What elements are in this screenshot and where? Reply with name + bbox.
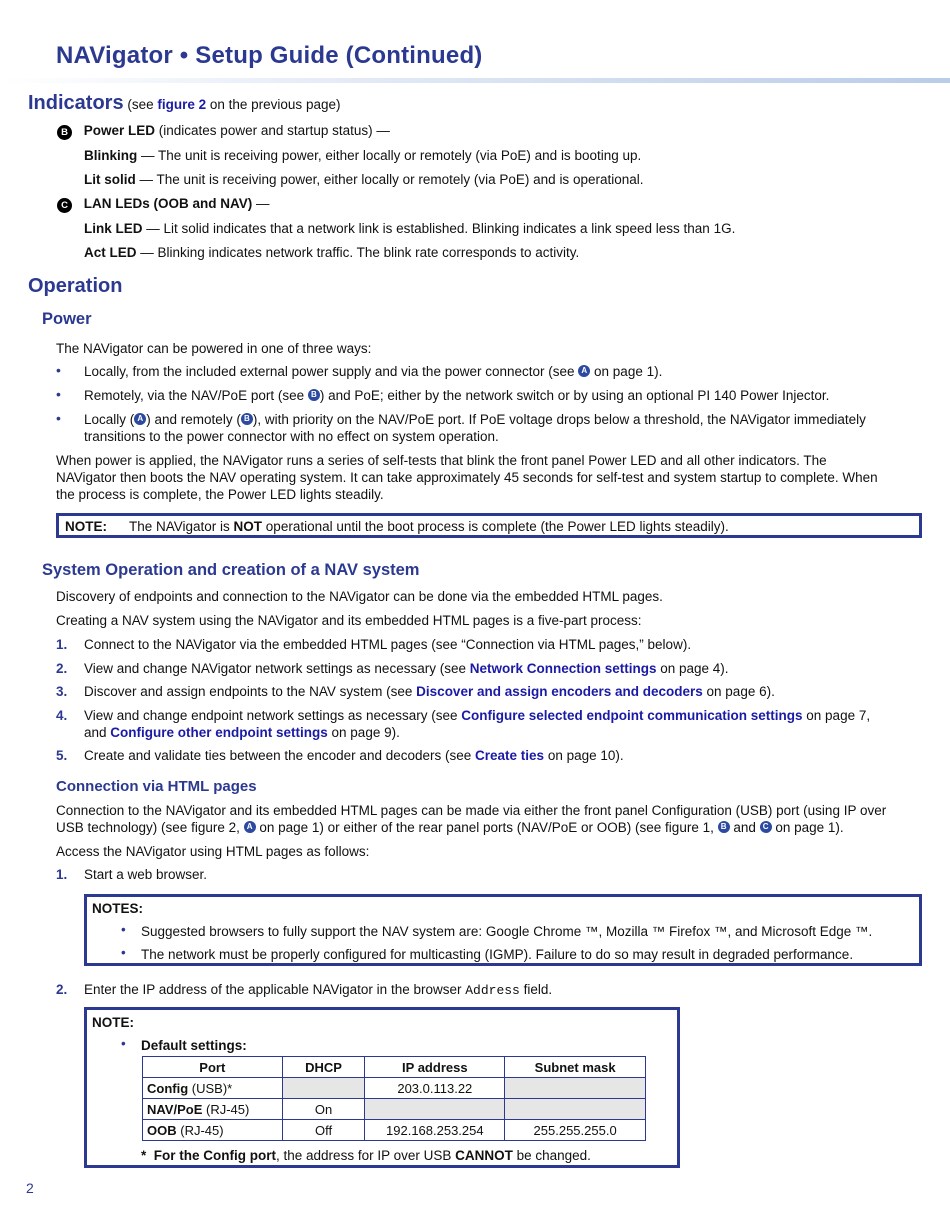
mask-cell: 255.255.255.0 [505, 1120, 646, 1141]
dhcp-cell: On [282, 1099, 365, 1120]
indicators-heading-line [28, 92, 340, 115]
lit-label: Lit solid [84, 172, 136, 187]
configure-endpoint-comm-link[interactable]: Configure selected endpoint communication settings [461, 708, 803, 723]
boot-note-box [56, 513, 922, 538]
network-connection-link[interactable]: Network Connection settings [469, 661, 657, 676]
connection-para-line-1: Connection to the NAVigator and its embedded HTML pages can be made via either the front panel Configuration (USB) port (using IP over [56, 803, 887, 818]
power-bullet-1: Locally, from the included external power supply and via the power connector (see A on page 1). [84, 364, 663, 379]
system-step-2: View and change NAVigator network settings as necessary (see Network Connection settings on page 4). [84, 661, 729, 676]
default-settings-label: Default settings: [141, 1038, 247, 1053]
power-bullet-2: Remotely, via the NAV/PoE port (see B ) and PoE; either by the network switch or by using an optional PI 140 Power Injector. [84, 388, 830, 403]
browser-notes-box [84, 894, 922, 966]
discover-assign-link[interactable]: Discover and assign encoders and decoders [416, 684, 703, 699]
connection-para-line-2: USB technology) (see figure 2, A on page 1) or either of the rear panel ports (NAV/PoE or OOB) (see figure 1, B and C on page 1). [56, 820, 844, 835]
power-led-line [57, 123, 390, 140]
act-led-text: — Blinking indicates network traffic. The blink rate corresponds to activity. [136, 245, 580, 260]
create-ties-link[interactable]: Create ties [475, 748, 545, 763]
ref-text: on the previous page) [206, 97, 341, 112]
power-led-desc: (indicates power and startup status) — [155, 123, 390, 138]
default-settings-table [142, 1056, 646, 1141]
figure-2-link[interactable]: figure 2 [157, 97, 207, 112]
blinking-label: Blinking [84, 148, 138, 163]
a-callout-icon: A [244, 821, 256, 833]
power-para-line-3: the process is complete, the Power LED lights steadily. [56, 487, 384, 502]
mask-cell [505, 1078, 646, 1099]
act-led-line [84, 245, 579, 260]
system-para-2: Creating a NAV system using the NAVigator and its embedded HTML pages is a five-part process: [56, 613, 642, 628]
mask-cell [505, 1099, 646, 1120]
connection-step-1: Start a web browser. [84, 867, 208, 882]
system-para-1: Discovery of endpoints and connection to the NAVigator can be done via the embedded HTML pages. [56, 589, 663, 604]
port-cell: OOB (RJ-45) [143, 1120, 283, 1141]
b-callout-icon: B [718, 821, 730, 833]
table-header-row [143, 1057, 646, 1078]
col-header-subnet: Subnet mask [505, 1057, 646, 1078]
lit-text: — The unit is receiving power, either locally or remotely (via PoE) and is operational. [135, 172, 644, 187]
page-title: NAVigator • Setup Guide (Continued) [56, 42, 483, 69]
system-step-1: Connect to the NAVigator via the embedded HTML pages (see “Connection via HTML pages,” below). [84, 637, 692, 652]
a-callout-icon: A [578, 365, 590, 377]
lan-led-line [57, 196, 270, 213]
config-port-footnote: * For the Config port, the address for IP over USB CANNOT be changed. [141, 1148, 591, 1163]
step-number: 2. [56, 982, 68, 997]
bullet-icon: • [121, 922, 126, 937]
power-para-line-2: NAVigator then boots the NAV operating system. It can take approximately 45 seconds for self-test and system startup to complete. When [56, 470, 878, 485]
blinking-text: — The unit is receiving power, either locally or remotely (via PoE) and is booting up. [137, 148, 642, 163]
header-rule [0, 78, 950, 83]
link-led-text: — Lit solid indicates that a network link is established. Blinking indicates a link speed less than 1G. [142, 221, 736, 236]
ref-text: (see [127, 97, 158, 112]
power-intro: The NAVigator can be powered in one of three ways: [56, 341, 372, 356]
col-header-ip: IP address [365, 1057, 505, 1078]
note-label: NOTE: [92, 1015, 134, 1030]
port-cell: Config (USB)* [143, 1078, 283, 1099]
dhcp-cell: Off [282, 1120, 365, 1141]
col-header-port: Port [143, 1057, 283, 1078]
bullet-icon: • [56, 386, 61, 402]
b-callout-icon: B [57, 125, 72, 140]
power-para-line-1: When power is applied, the NAVigator runs a series of self-tests that blink the front panel Power LED and all other indicators. The [56, 453, 827, 468]
link-led-label: Link LED [84, 221, 143, 236]
step-number: 2. [56, 661, 68, 676]
power-bullet-3: Locally ( A ) and remotely ( B ), with priority on the NAV/PoE port. If PoE voltage drops below a threshold, the NAVigator immediately [84, 412, 866, 427]
connection-step-2: Enter the IP address of the applicable NAVigator in the browser Address field. [84, 982, 553, 998]
port-cell: NAV/PoE (RJ-45) [143, 1099, 283, 1120]
configure-other-endpoint-link[interactable]: Configure other endpoint settings [110, 725, 328, 740]
b-callout-icon: B [241, 413, 253, 425]
lan-desc: — [252, 196, 270, 211]
blinking-line [84, 148, 641, 163]
power-heading: Power [42, 310, 92, 328]
dhcp-cell [282, 1078, 365, 1099]
page-number: 2 [26, 1180, 34, 1196]
step-number: 3. [56, 684, 68, 699]
system-step-3: Discover and assign endpoints to the NAV system (see Discover and assign encoders and decoders on page 6). [84, 684, 775, 699]
bullet-icon: • [121, 1036, 126, 1051]
boot-note-text: NOTE: The NAVigator is NOT operational until the boot process is complete (the Power LED lights steadily). [65, 519, 729, 534]
bullet-icon: • [56, 410, 61, 426]
ip-cell [365, 1099, 505, 1120]
c-callout-icon: C [760, 821, 772, 833]
col-header-dhcp: DHCP [282, 1057, 365, 1078]
lit-line [84, 172, 644, 187]
default-settings-note-box [84, 1007, 680, 1168]
connection-para-3: Access the NAVigator using HTML pages as follows: [56, 844, 370, 859]
c-callout-icon: C [57, 198, 72, 213]
step-number: 1. [56, 637, 68, 652]
step-number: 5. [56, 748, 68, 763]
note-label: NOTE: [65, 519, 107, 534]
b-callout-icon: B [308, 389, 320, 401]
system-step-5: Create and validate ties between the encoder and decoders (see Create ties on page 10). [84, 748, 624, 763]
act-led-label: Act LED [84, 245, 137, 260]
browser-note-1: Suggested browsers to fully support the NAV system are: Google Chrome ™, Mozilla ™ Firefox ™, and Microsoft Edge ™. [141, 924, 873, 939]
browser-note-2: The network must be properly configured for multicasting (IGMP). Failure to do so may result in degraded performance. [141, 947, 854, 962]
link-led-line [84, 221, 735, 236]
power-led-title: Power LED [83, 123, 156, 138]
indicators-heading: Indicators [28, 92, 124, 114]
operation-heading: Operation [28, 275, 123, 297]
table-row [143, 1078, 646, 1099]
system-step-4: View and change endpoint network settings as necessary (see Configure selected endpoint communication settings on page 7, [84, 708, 871, 723]
notes-label: NOTES: [92, 901, 144, 916]
bullet-icon: • [121, 945, 126, 960]
system-heading: System Operation and creation of a NAV system [42, 561, 420, 579]
step-number: 4. [56, 708, 68, 723]
address-field-label: Address [465, 983, 520, 998]
step-number: 1. [56, 867, 68, 882]
ip-cell: 203.0.113.22 [365, 1078, 505, 1099]
table-row [143, 1099, 646, 1120]
bullet-icon: • [56, 362, 61, 378]
a-callout-icon: A [134, 413, 146, 425]
table-row [143, 1120, 646, 1141]
power-bullet-3-cont: transitions to the power connector with no effect on system operation. [84, 429, 499, 444]
system-step-4-cont: and Configure other endpoint settings on page 9). [84, 725, 400, 740]
lan-title: LAN LEDs (OOB and NAV) [83, 196, 253, 211]
connection-heading: Connection via HTML pages [56, 778, 257, 795]
ip-cell: 192.168.253.254 [365, 1120, 505, 1141]
